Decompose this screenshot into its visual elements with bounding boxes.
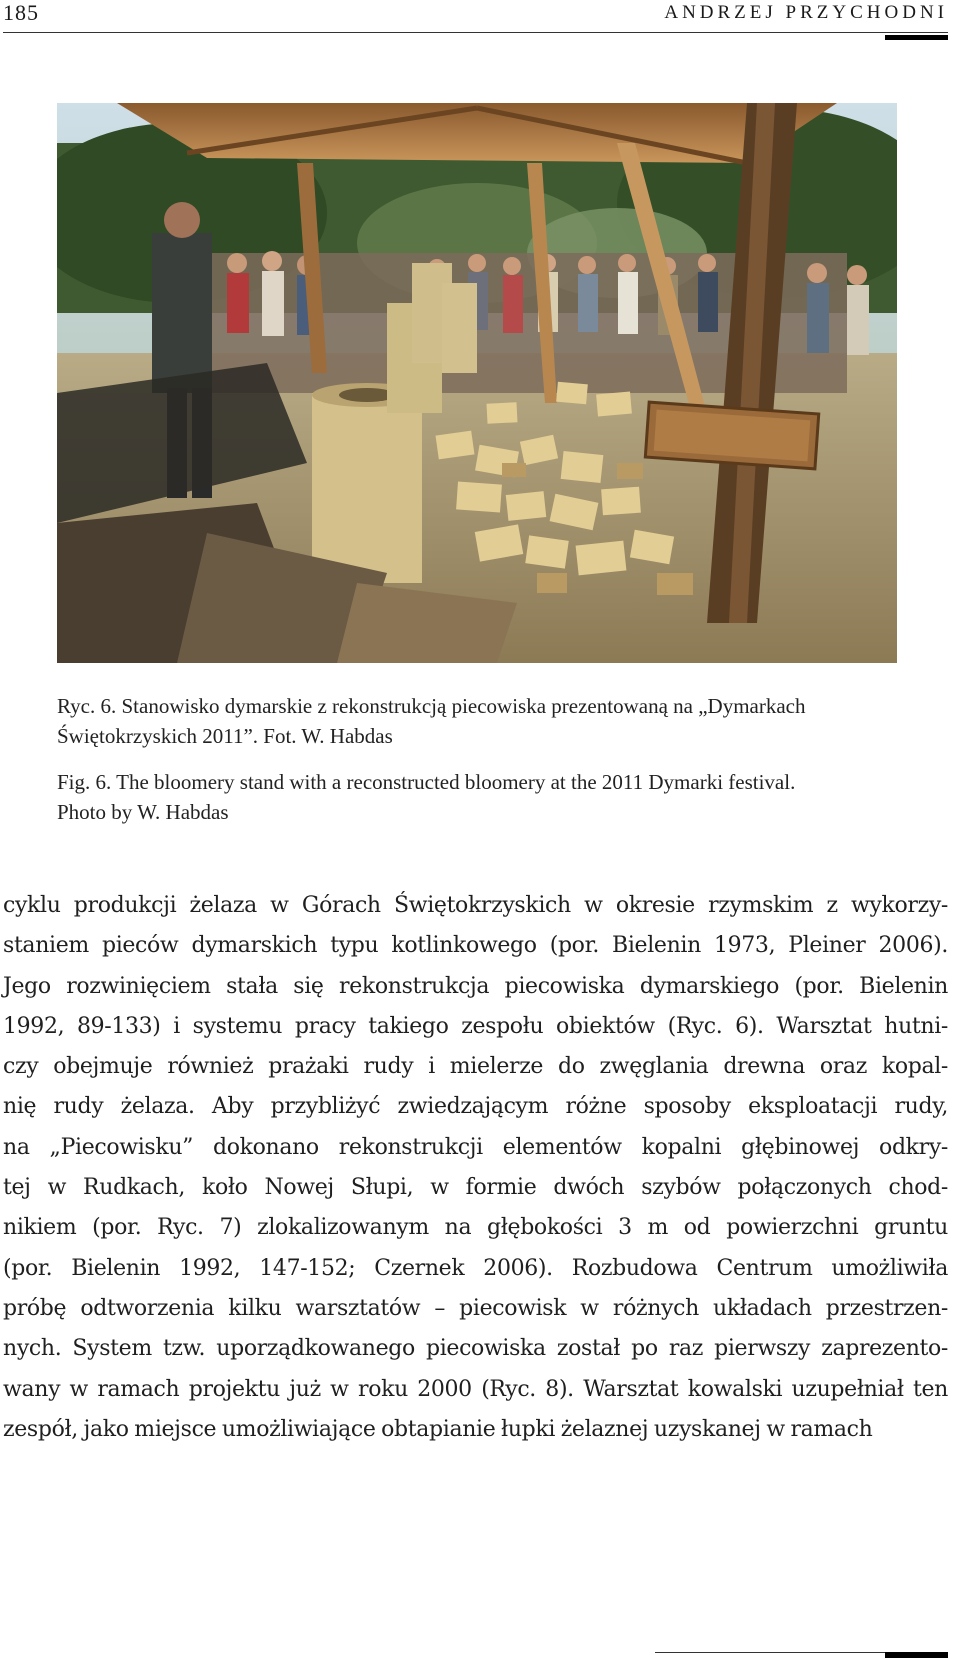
figure-photo (57, 103, 897, 663)
page-number: 185 (3, 0, 39, 25)
footer-rule-accent (885, 1652, 948, 1658)
body-line: czy obejmuje również prażaki rudy i mielerze do zwęglania drewna oraz kopal- (3, 1054, 948, 1080)
body-line: nikiem (por. Ryc. 7) zlokalizowanym na głębokości 3 m od powierzchni gruntu (3, 1215, 948, 1241)
caption-pl-line-1: Ryc. 6. Stanowisko dymarskie z rekonstrukcją piecowiska prezentowaną na „Dymarkach (57, 694, 806, 718)
body-line: zespół, jako miejsce umożliwiające obtapianie łupki żelaznej uzyskanej w ramach (3, 1416, 873, 1442)
caption-en-line-2: Photo by W. Habdas (57, 800, 229, 824)
body-line: nych. System tzw. uporządkowanego piecowiska został po raz pierwszy zaprezento- (3, 1336, 948, 1362)
body-line: 1992, 89-133) i systemu pracy takiego zespołu obiektów (Ryc. 6). Warsztat hutni- (3, 1013, 948, 1039)
running-head-author: ANDRZEJ PRZYCHODNI (664, 2, 948, 23)
header-rule (3, 32, 948, 33)
wooden-sign (645, 402, 818, 469)
caption-en-line-1: Fig. 6. The bloomery stand with a reconstructed bloomery at the 2011 Dymarki festival. (57, 770, 796, 794)
body-line: Jego rozwinięciem stała się rekonstrukcja piecowiska dymarskiego (por. Bielenin (3, 973, 948, 999)
body-line: tej w Rudkach, koło Nowej Słupi, w formie dwóch szybów połączonych chod- (3, 1175, 948, 1201)
bloomery-photo-illustration (57, 103, 897, 663)
running-header (0, 0, 960, 44)
body-line: staniem pieców dymarskich typu kotlinkowego (por. Bielenin 1973, Pleiner 2006). (3, 933, 948, 959)
body-line: wany w ramach projektu już w roku 2000 (Ryc. 8). Warsztat kowalski uzupełniał ten (3, 1376, 948, 1402)
body-line: (por. Bielenin 1992, 147-152; Czernek 2006). Rozbudowa Centrum umożliwiła (3, 1255, 948, 1281)
body-line: próbę odtworzenia kilku warsztatów – piecowisk w różnych układach przestrzen- (3, 1295, 948, 1321)
header-rule-accent (885, 35, 948, 40)
caption-pl-line-2: Świętokrzyskich 2011”. Fot. W. Habdas (57, 724, 393, 748)
body-paragraph (3, 886, 948, 1450)
body-line: na „Piecowisku” dokonano rekonstrukcji elementów kopalni głębinowej odkry- (3, 1134, 948, 1160)
figure-caption-polish (57, 691, 897, 751)
body-line: cyklu produkcji żelaza w Górach Świętokrzyskich w okresie rzymskim z wykorzy- (3, 893, 948, 918)
figure-caption-english (57, 767, 897, 827)
body-line: nię rudy żelaza. Aby przybliżyć zwiedzającym różne sposoby eksploatacji rudy, (3, 1094, 948, 1120)
